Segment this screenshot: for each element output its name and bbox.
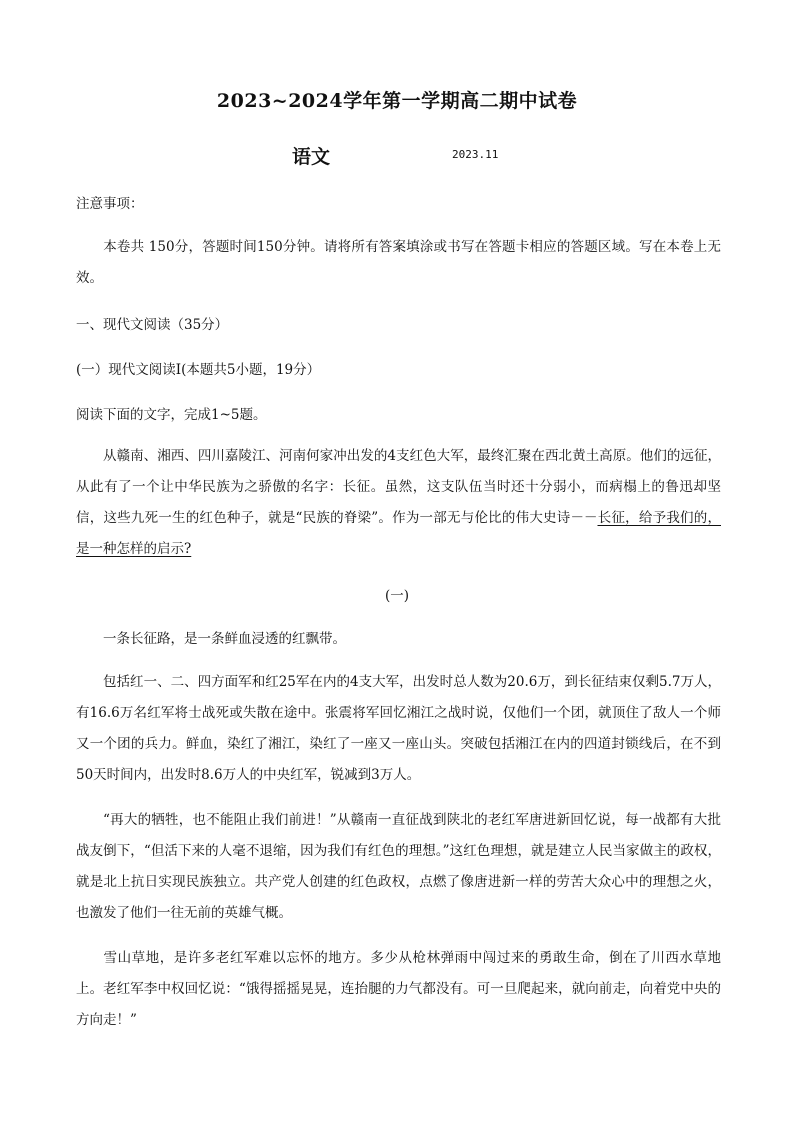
exam-title: 2023~2024学年第一学期高二期中试卷 (216, 90, 578, 112)
paragraph-4 (76, 943, 721, 1036)
passage-intro (76, 441, 721, 565)
reading-instruction: 阅读下面的文字，完成1~5题。 (76, 407, 267, 423)
paragraph-4-text: 雪山草地，是许多老红军难以忘怀的地方。多少从枪林弹雨中闯过来的勇敢生命，倒在了川西水草地上。老红军李中权回忆说：“饿得摇摇晃晃，连抬腿的力气都没有。可一旦爬起来，就向前走，向着党中央的方向走！” (76, 950, 721, 1028)
passage-intro-text: 从赣南、湘西、四川嘉陵江、河南何家冲出发的4支红色大军，最终汇聚在西北黄土高原。他们的远征，从此有了一个让中华民族为之骄傲的名字：长征。虽然，这支队伍当时还十分弱小，而病榻上的鲁迅却坚信，这些九死一生的红色种子，就是“民族的脊梁”。作为一部无与伦比的伟大史诗－－ (76, 448, 721, 526)
passage-intro-question: 长征，给予我们的，是一种怎样的启示? (76, 510, 721, 557)
sub-section-heading: (一）现代文阅读Ⅰ(本题共5小题，19分） (76, 362, 321, 378)
section-heading: 一、现代文阅读（35分） (76, 317, 229, 333)
subject-label: 语文 (292, 146, 331, 168)
paragraph-1 (76, 624, 721, 655)
paragraph-2 (76, 667, 721, 791)
paragraph-3 (76, 805, 721, 929)
paragraph-2-text: 包括红一、二、四方面军和红25军在内的4支大军，出发时总人数为20.6万，到长征结束仅剩5.7万人，有16.6万名红军将士战死或失散在途中。张震将军回忆湘江之战时说，仅他们一个团，就顶住了敌人一个师又一个团的兵力。鲜血，染红了湘江，染红了一座又一座山头。突破包括湘江在内的四道封锁线后，在不到50天时间内，出发时8.6万人的中央红军，锐减到3万人。 (76, 674, 721, 783)
paragraph-3-text: “再大的牺牲，也不能阻止我们前进！”从赣南一直征战到陕北的老红军唐进新回忆说，每一战都有大批战友倒下，“但活下来的人毫不退缩，因为我们有红色的理想。”这红色理想，就是建立人民当家做主的政权，就是北上抗日实现民族独立。共产党人创建的红色政权，点燃了像唐进新一样的劳苦大众心中的理想之火，也激发了他们一往无前的英雄气概。 (76, 812, 721, 921)
part-label: (一) (384, 588, 410, 604)
notice-body-text: 本卷共 150分，答题时间150分钟。请将所有答案填涂或书写在答题卡相应的答题区域。写在本卷上无效。 (76, 239, 721, 286)
notice-body (76, 232, 721, 294)
exam-date: 2023.11 (452, 148, 499, 161)
notice-heading: 注意事项： (76, 196, 144, 212)
paragraph-1-text: 一条长征路，是一条鲜血浸透的红飘带。 (103, 631, 346, 647)
